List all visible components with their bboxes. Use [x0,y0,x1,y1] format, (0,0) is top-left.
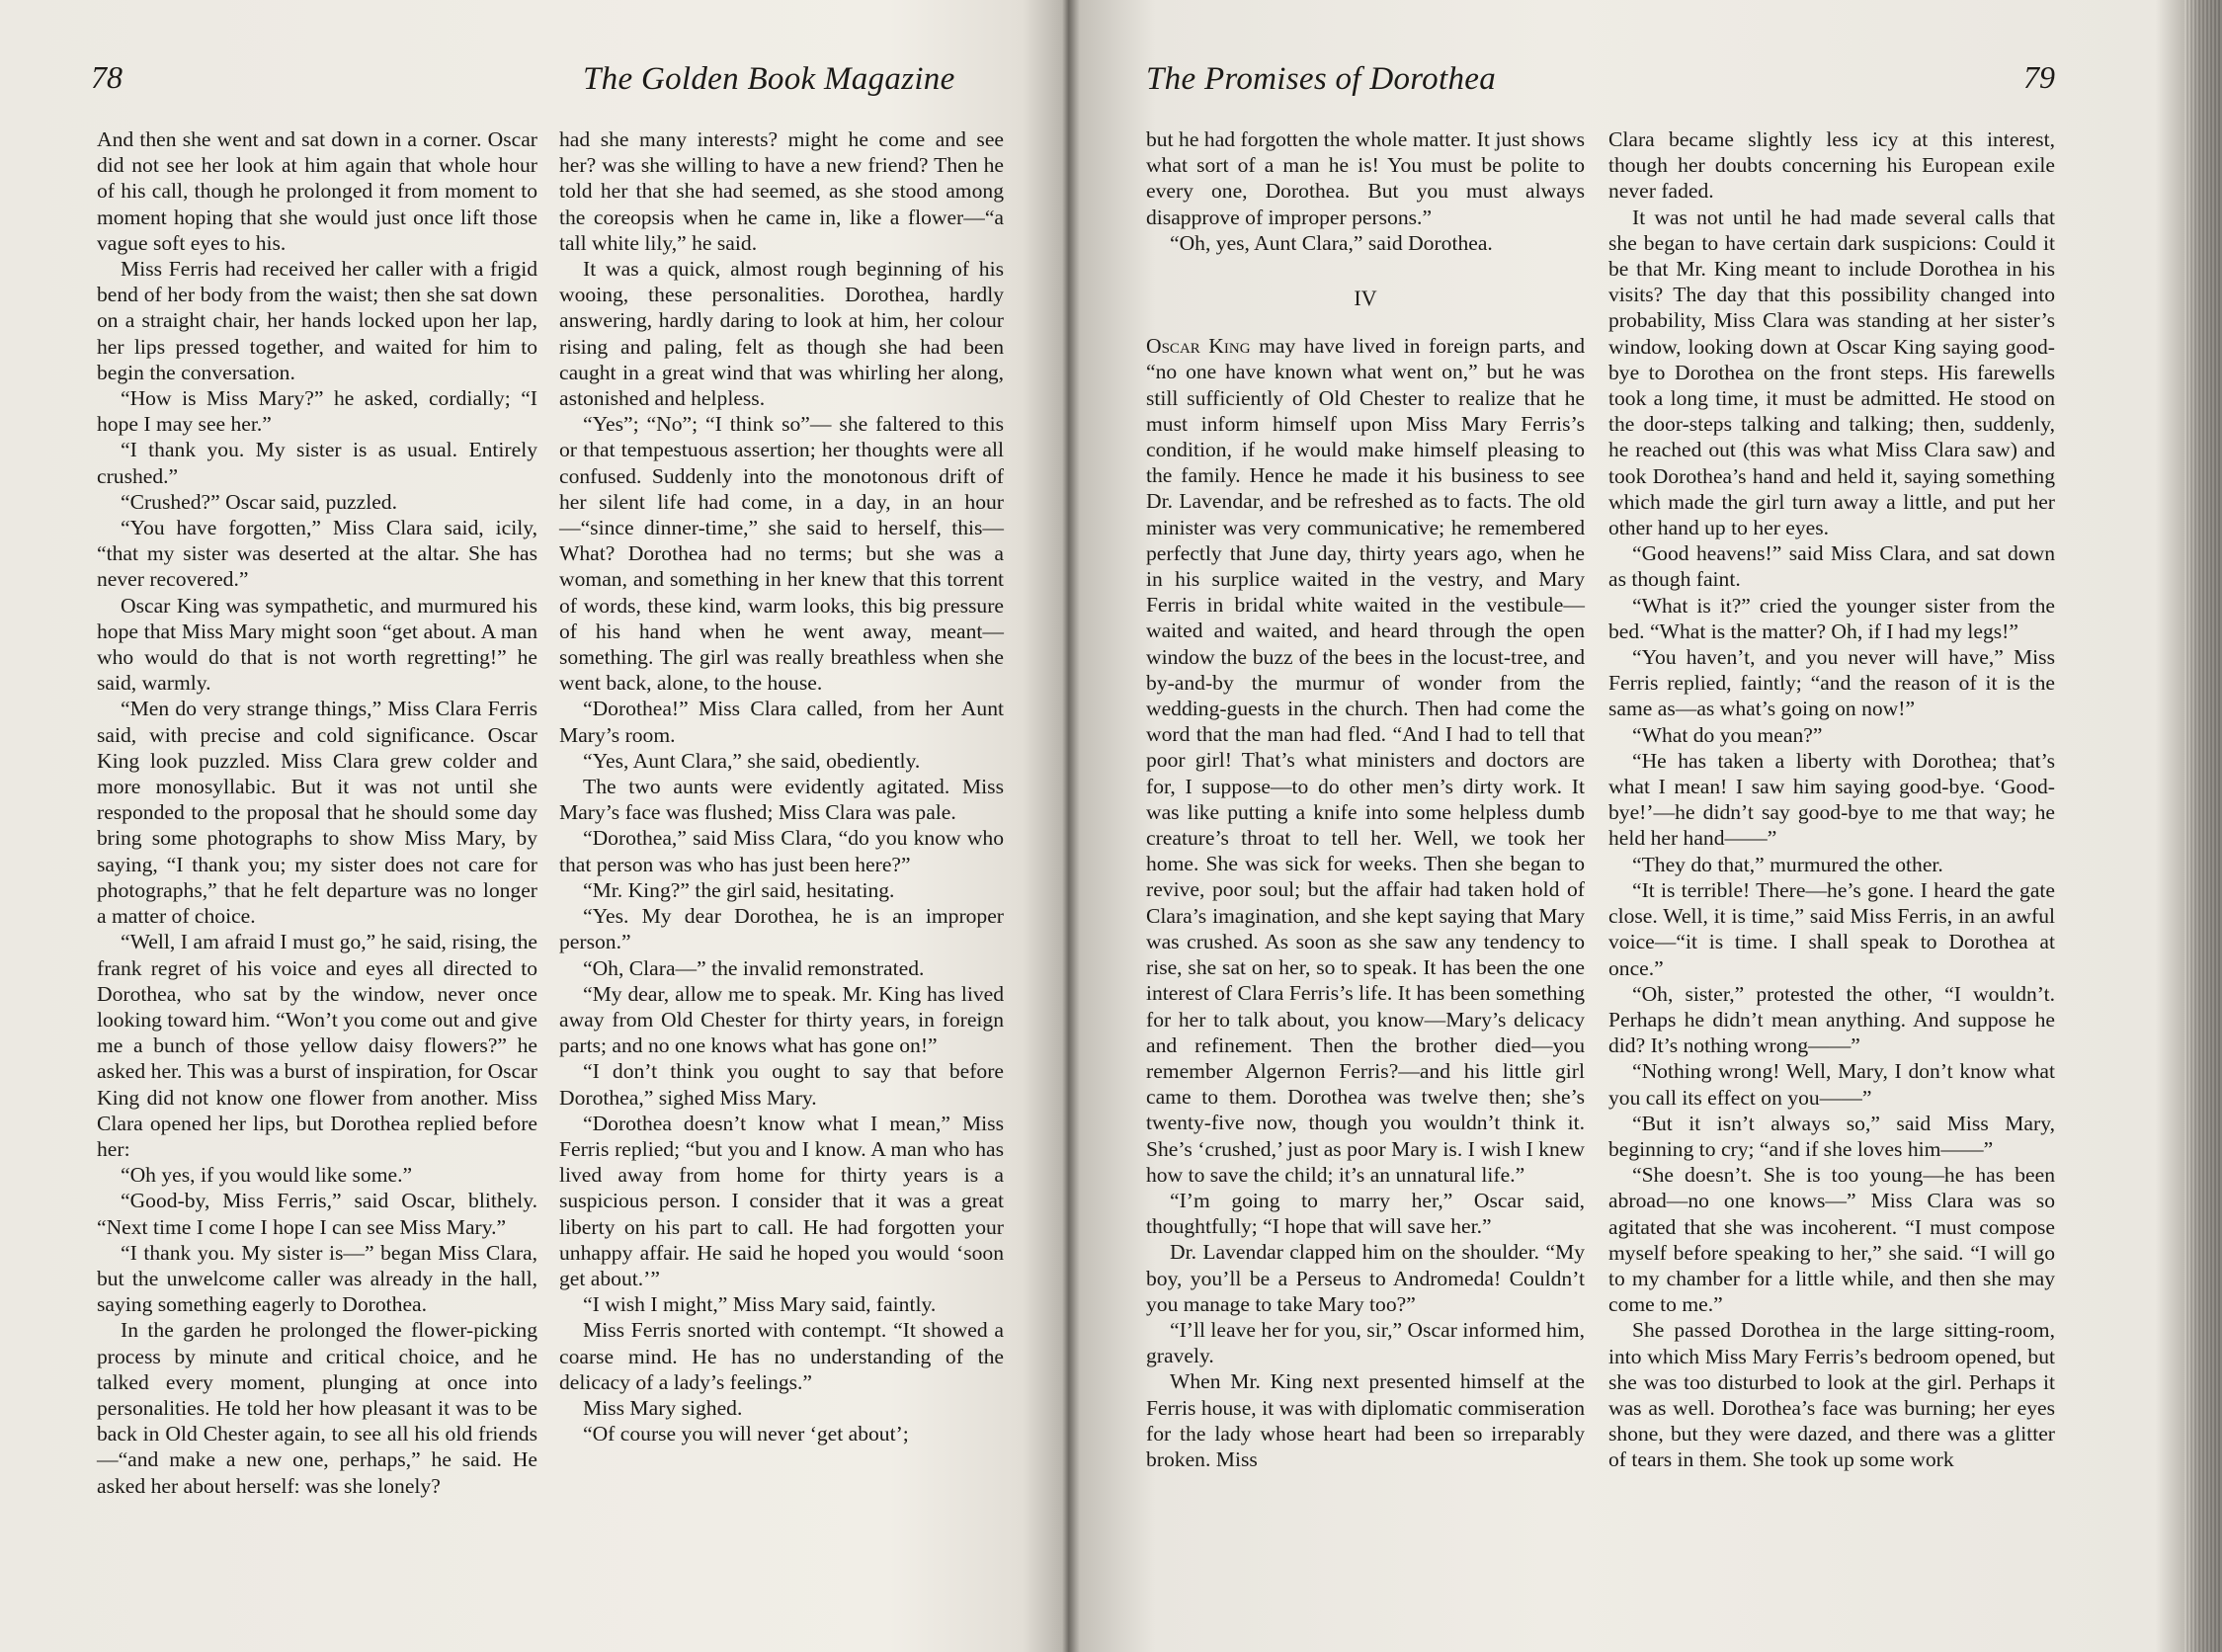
section-heading: IV [1354,286,1377,311]
paragraph: The two aunts were evidently agitated. Miss Mary’s face was flushed; Miss Clara was pale. [559,775,1004,825]
paragraph: Oscar King was sympathetic, and murmured his hope that Miss Mary might soon “get about. A man who would do that is not worth regretting!” he said, warmly. [97,593,537,696]
paragraph: “Mr. King?” the girl said, hesitating. [583,877,895,902]
paragraph: “Dorothea,” said Miss Clara, “do you know who that person was who has just been here?” [559,826,1004,876]
paragraph: “I wish I might,” Miss Mary said, faintly. [583,1292,937,1317]
paragraph: “Well, I am afraid I must go,” he said, rising, the frank regret of his voice and eyes all directed to Dorothea, who sat by the window, never once looking toward him. “Won’t you come out and give me a bunch of those yellow daisy flowers?” he asked her. This was a burst of inspiration, for Oscar King did not know one flower from another. Miss Clara opened her lips, but Dorothea replied before her: [97,930,537,1161]
paragraph: Oscar King may have lived in foreign parts, and “no one have known what went on,” but he was still sufficiently of Old Chester to realize that he must inform himself upon Miss Mary Ferris’s condition, if he would make himself pleasing to the family. Hence he made it his business to see Dr. Lavendar, and be refreshed as to facts. The old minister was very communicative; he remembered perfectly that June day, thirty years ago, when he in his surplice waited in the vestry, and Mary Ferris in bridal white waited in the vestibule—waited and waited, and heard through the open window the buzz of the bees in the locust-tree, and by-and-by the murmur of wonder from the wedding-guests in the church. Then had come the word that the man had fled. “And I had to tell that poor girl! That’s what ministers and doctors are for, I suppose—to do other men’s dirty work. It was like putting a knife into some helpless dumb creature’s throat to tell her. Well, we took her home. She was sick for weeks. Then she began to revive, poor soul; but the affair had taken hold of Clara’s imagination, and she kept saying that Mary was crushed. As soon as she saw any tendency to rise, she sat on her, so to speak. It has been the one interest of Clara Ferris’s life. It has been something for her to talk about, you know—Mary’s delicacy and refinement. Then the brother died—you remember Algernon Ferris?—and his little girl came to them. Dorothea was twelve then; she’s twenty-five now, though you wouldn’t think it. She’s ‘crushed,’ just as poor Mary is. I wish I knew how to save the child; it’s an unnatural life.” [1146,334,1585,1187]
paragraph: “Oh, Clara—” the invalid remonstrated. [583,955,925,980]
paragraph: “Good heavens!” said Miss Clara, and sat down as though faint. [1608,541,2055,592]
right-running-head: The Promises of Dorothea [1146,61,1496,97]
left-page-column-2 [559,126,1004,1446]
paragraph: “Good-by, Miss Ferris,” said Oscar, blithely. “Next time I come I hope I can see Miss Mary.” [97,1189,537,1239]
paragraph: It was a quick, almost rough beginning of his wooing, these personalities. Dorothea, hardly answering, hardly daring to look at him, her colour rising and paling, felt as though she had been caught in a great wind that was whirling her along, astonished and helpless. [559,257,1004,411]
right-page-column-1 [1146,126,1585,1472]
paragraph: “I don’t think you ought to say that before Dorothea,” sighed Miss Mary. [559,1059,1004,1110]
paragraph: “You haven’t, and you never will have,” Miss Ferris replied, faintly; “and the reason of it is the same as—as what’s going on now!” [1608,645,2055,721]
left-running-head: The Golden Book Magazine [583,61,955,97]
paragraph: “Yes”; “No”; “I think so”— she faltered to this or that tempestuous assertion; her thoughts were all confused. Suddenly into the monotonous drift of her silent life had come, in a day, in an hour—“since dinner-time,” she said to herself, this—What? Dorothea had no terms; but she was a woman, and something in her knew that this torrent of words, these kind, warm looks, this big pressure of his hand when he went away, meant—something. The girl was really breathless when she went back, alone, to the house. [559,412,1004,696]
paragraph: “He has taken a liberty with Dorothea; that’s what I mean! I saw him saying good-bye. ‘Good-bye!’—he didn’t say good-bye to me that way; he held her hand——” [1608,748,2055,851]
paragraph: “Yes. My dear Dorothea, he is an improper person.” [559,904,1004,954]
paragraph: “Oh, sister,” protested the other, “I wouldn’t. Perhaps he didn’t mean anything. And suppose he did? It’s nothing wrong——” [1608,981,2055,1058]
paragraph: “What is it?” cried the younger sister from the bed. “What is the matter? Oh, if I had my legs!” [1608,593,2055,643]
paragraph: “I thank you. My sister is—” began Miss Clara, but the unwelcome caller was already in the hall, saying something eagerly to Dorothea. [97,1240,537,1317]
paragraph: “Dorothea!” Miss Clara called, from her Aunt Mary’s room. [559,697,1004,747]
paragraph: In the garden he prolonged the flower-picking process by minute and critical choice, and he talked every moment, plunging at once into personalities. He told her how pleasant it was to be back in Old Chester again, to see all his old friends—“and make a new one, perhaps,” he said. He asked her about herself: was she lonely? [97,1318,537,1498]
paragraph: “Oh, yes, Aunt Clara,” said Dorothea. [1170,230,1493,255]
paragraph: “I thank you. My sister is as usual. Entirely crushed.” [97,438,537,488]
paragraph: “How is Miss Mary?” he asked, cordially; “I hope I may see her.” [97,386,537,437]
paragraph: When Mr. King next presented himself at the Ferris house, it was with diplomatic commiseration for the lady whose heart had been so irreparably broken. Miss [1146,1369,1585,1471]
paragraph: “Oh yes, if you would like some.” [121,1163,413,1188]
left-page-column-1 [97,126,537,1499]
paragraph: Clara became slightly less icy at this interest, though her doubts concerning his European exile never faded. [1608,127,2055,204]
paragraph: but he had forgotten the whole matter. It just shows what sort of a man he is! You must be polite to every one, Dorothea. But you must always disapprove of improper persons.” [1146,127,1585,229]
paragraph: “Men do very strange things,” Miss Clara Ferris said, with precise and cold significance. Oscar King look puzzled. Miss Clara grew colder and more monosyllabic. But it was not until she responded to the proposal that he should some day bring some photographs to show Miss Mary, by saying, “I thank you; my sister does not care for photographs,” that he felt departure was no longer a matter of choice. [97,697,537,929]
left-page-number: 78 [91,59,123,95]
paragraph: “I’ll leave her for you, sir,” Oscar informed him, gravely. [1146,1317,1585,1368]
paragraph: “But it isn’t always so,” said Miss Mary, beginning to cry; “and if she loves him——” [1608,1111,2055,1161]
paragraph: Miss Ferris snorted with contempt. “It showed a coarse mind. He has no understanding of the delicacy of a lady’s feelings.” [559,1318,1004,1394]
paragraph: “Dorothea doesn’t know what I mean,” Miss Ferris replied; “but you and I know. A man who has lived away from home for thirty years is a suspicious person. I consider that it was a great liberty on his part to call. He had forgotten your unhappy affair. He said he hoped you would ‘soon get about.’” [559,1111,1004,1290]
page-edge [2184,0,2222,1652]
paragraph: Miss Mary sighed. [583,1395,743,1420]
paragraph: “They do that,” murmured the other. [1632,852,1943,876]
paragraph: “You have forgotten,” Miss Clara said, icily, “that my sister was deserted at the altar. She has never recovered.” [97,516,537,592]
paragraph: She passed Dorothea in the large sitting-room, into which Miss Mary Ferris’s bedroom opened, but she was too disturbed to look at the girl. Perhaps it was as well. Dorothea’s face was burning; her eyes shone, but they were dazed, and there was a glitter of tears in them. She took up some work [1608,1318,2055,1472]
paragraph: “Yes, Aunt Clara,” she said, obediently. [583,748,921,773]
paragraph: Miss Ferris had received her caller with a frigid bend of her body from the waist; then she sat down on a straight chair, her hands locked upon her lap, her lips pressed together, and waited for him to begin the conversation. [97,257,537,384]
paragraph: had she many interests? might he come and see her? was she willing to have a new friend? Then he told her that she had seemed, as she stood among the coreopsis when he came in, like a flower—“a tall white lily,” he said. [559,127,1004,255]
paragraph: “My dear, allow me to speak. Mr. King has lived away from Old Chester for thirty years, in foreign parts; and no one knows what has gone on!” [559,981,1004,1058]
paragraph: Dr. Lavendar clapped him on the shoulder. “My boy, you’ll be a Perseus to Andromeda! Couldn’t you manage to take Mary too?” [1146,1240,1585,1316]
paragraph: “What do you mean?” [1632,722,1823,747]
paragraph: “She doesn’t. She is too young—he has been abroad—no one knows—” Miss Clara was so agitated that she was incoherent. “I must compose myself before speaking to her,” she said. “I will go to my chamber for a little while, and then she may come to me.” [1608,1163,2055,1317]
paragraph: “I’m going to marry her,” Oscar said, thoughtfully; “I hope that will save her.” [1146,1188,1585,1239]
paragraph: “Crushed?” Oscar said, puzzled. [121,489,398,514]
paragraph: And then she went and sat down in a corner. Oscar did not see her look at him again that whole hour of his call, though he prolonged it from moment to moment hoping that she would just once lift those vague soft eyes to his. [97,127,537,255]
paragraph: “Nothing wrong! Well, Mary, I don’t know what you call its effect on you——” [1608,1059,2055,1110]
paragraph: “Of course you will never ‘get about’; [583,1422,909,1446]
paragraph: It was not until he had made several calls that she began to have certain dark suspicions: Could it be that Mr. King meant to include Dorothea in his visits? The day that this possibility changed into probability, Miss Clara was standing at her sister’s window, looking down at Oscar King saying good-bye to Dorothea on the front steps. His farewells took a long time, it must be admitted. He stood on the door-steps talking and talking; then, suddenly, he reached out (this was what Miss Clara saw) and took Dorothea’s hand and held it, saying something which made the girl turn away a little, and put her other hand up to her eyes. [1608,205,2055,540]
right-page-number: 79 [2023,59,2055,95]
paragraph: “It is terrible! There—he’s gone. I heard the gate close. Well, it is time,” said Miss Ferris, in an awful voice—“it is time. I shall speak to Dorothea at once.” [1608,877,2055,980]
right-page-column-2 [1608,126,2055,1473]
small-caps-lead: Oscar King [1146,334,1251,359]
